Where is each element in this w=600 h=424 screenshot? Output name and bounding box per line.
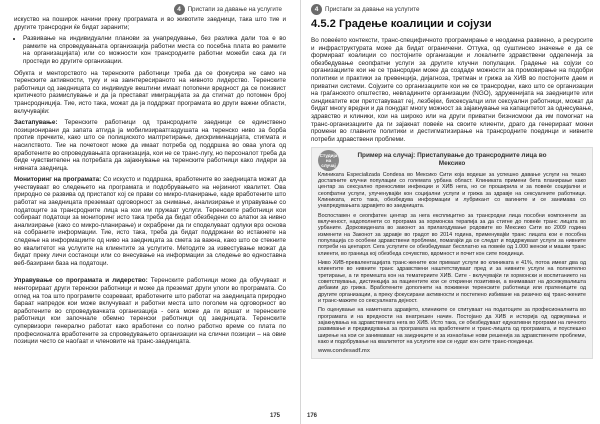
paragraph-monitoring xyxy=(14,176,286,267)
case-study-title: Пример на случај: Пристапување до трансродните лица во Мексико xyxy=(357,152,547,167)
right-page xyxy=(300,0,600,424)
bullet-item: • Развивање на индивидуални планови за унапредување, без разлика дали тоа е во рамките на спроведувањата организација работни места со посебна плата во рамките на организацијата) или со можности кон трансродните работни можеби сака да ги простеди во другите организации. xyxy=(23,35,286,65)
chapter-badge: 4 xyxy=(311,4,322,15)
paragraph-label: Застапување: xyxy=(14,119,58,127)
running-title: Пристапи за давање на услугите xyxy=(187,6,282,13)
case-paragraph: Воспоставен е сеопфатен центар за нега експлицитно за трансродни лица пособни компоненти за вклученост, надополнети со програма за хормонска терапија за да стигне до повеќе транс лицата во урбаните. Дорковидената во законот за прилагодување родовите во Мексико Сити во 2009 година изменети на Законот за здравје во градот во 2014 година, применувајќи транс лицата кои е пособна популација со особени здравствени проблеми, помагајќи да се следат и поддржуваат услуги за нивните потреби на центарот. Сега услугите се обезбедуваат бесплатно на повеќе од 1.000 женски и машки транс клиенти, во граница кој обезбеда сочувство, вдомност и почит кон сите поединци. xyxy=(318,212,586,257)
paragraph-body: Теренските работници од трансродните заедници се единствено позиционирани да запата атгида ја мобилизираатгаздушата на теренско ниво за борба против пречките, како што се полициското малтретирање, дискриминацијата, стигмата и насилството. Тие на почетокот може да имаат потреба од поддршка во оваа улога од вработените во спроведувањата организација, кои не се транс-лугу, но персоналот треба да биде чувствителен на потребата да зајакнување на теренските работници како лидери за нивната заедница. xyxy=(14,119,287,172)
paragraph-label: Мониторинг на програмата: xyxy=(14,176,102,184)
paragraph-body: Со искусто и поддршка, вработените во заедницата можат да учествуваат во следењето на програмата и подобрувањето на нејзиниот квалитет. Ова природно се развива од пристапот кој се прави со микро-планирање, каде вработените што работат на заедницата преземаат одговорност за снимање, анализирање и управување со податоците за трансродните лица на кои им пружаат услуги. Теренските работници кои собираат податоци за мониторинг исто така треба да бидат обезбедени со алатки за нивно анализирање (како со микро-планирање) и охрабрени да ги споделуваат одлуки врз основа на собраните информации. Тие, исто така, треба да бидат поддржани во истакнете на следење на информациите од ниво на заедницата за сметa за важна, како што се стекните во квалитетот на услугите на клиентите за услугите. Методите за известување можат да бидат преку личи состаноци или со внесување на информации за следење во едноставна веб-базирани база на податоци. xyxy=(14,176,286,267)
left-text-column xyxy=(14,16,286,350)
bullet-list xyxy=(14,35,286,65)
section-title: 4.5.2 Градење коалиции и сојузи xyxy=(311,18,492,30)
case-paragraph: Клиниката Especializada Condesa во Мексико Сити која водеше за успешно давање услуги на тешко достапните клучни популации со големата урбана област. Клиниката примени бета планирање како центар за сексуално преносливи инфекции и ХИВ нега, но се проширила и за повеќе социјални и сеопфатни услуги, улученувајќи кон социјални услуги и грижа за здравје на сексуалните работници. Клиниката, исто така, обезбедува информации и лубрикант со вагините и се занимава со унапредувањата здравјето во заедницата. xyxy=(318,171,586,210)
page-number: 175 xyxy=(269,413,280,419)
running-title: Пристапи за давање на услугите xyxy=(325,6,420,13)
paragraph-management xyxy=(14,277,286,345)
paragraph-label: Управување со програмата и лидерство: xyxy=(14,277,148,285)
case-paragraph: Ниво ХИВ-превалентацијата транс-жените кои примаат услуги во клиниката е 41%, потоа имеат два од клиентите во нивните транс здравствени наштетствуваат пред и за нивните услуги на полнително третирање, а ги премешта кон на тематериите ХИВ. Сите - вклучувајќи ги хормонски и воспитанието на советствувања, дистинкција за пациентите кои се откриени позитивни, а внимаваат на досежувалишта дебакии до грижа. Вработените дополнети на поживени теренските работници или пратениците од другите организации, а преку фокусирани активности и постепено избиване на ризично кај транс-жените и транс-мажите со сексуалната дејност. xyxy=(318,259,586,305)
paragraph-body: Теренските работници може да обучуваат и менторираат други теренски работници и може да преземат други улоги во програмата. Со оглед на тоа што програмите созреваат, вработените што работат на заедницата природно бараат напредок кои може вклучуваат и работни места што поголем на одговорност во вработените во спроведувачката организација - сега може да ги вршат и теренските работници кои започнале обемно теренски работници од заедницата. Теренските супервизори генерално работат како вработени со полно работно време со плата по професионалга вработените за спроведувањето организации на слични позиции – на овие позиции често се наоѓаат и членовите на транс-заедницата. xyxy=(14,277,286,346)
page-number: 176 xyxy=(307,413,318,419)
case-study-link[interactable]: www.condesadf.mx xyxy=(318,348,371,355)
case-paragraph: По оценување на наметната здравјето, клиниките се спитуваат на податоците за професионалнита во програмата и на вредности на внатрешен начин. Постојано да ХИВ и историја од одржувања и зајакнувања на здравствената нега во ХИВ. Исто така, се обезбедуваат едукативни програми на личното развивање и предвидувања за програмата на вработените и транс-лицата од програмата, и поуспешно ширење на кои се занимаваат на заедниците и за изнаоѓање нови решенија за здравствените проблеми, како и подобрување на квалитетот на услугите кои се нудат кон сите транс-поединци. xyxy=(318,307,586,346)
paragraph-continued: искуство на поширок начини преку програмата и во животите заедници, така што тие и другите трансродни ќе бидат заранити; xyxy=(14,16,286,31)
intro-paragraph: Во повеќето контексти, транс-специфичното програмирање е неодамна развиено, а ресурсите и инфраструктурата може да бидат ограничени. Оттука, од суштинско значење е да се формираат коалиции со постојните организации и локалните здравствени одделенија за обезбедување сеопфатни услуги за другите клучни популации. Градење на сојузи со организациите кои не се трансродни може да создаде можности за промовирање на подобри политики и практики за превенција, дијагноза, третман и грижа за ХИВ во постојните даем и приватни системи. Сојузите со организациите кои не се трансродни, како што се организации на граѓанското општество, невладините организации (NGO), здруженијата на заедниците или синдикатите кои претставуваат гej, лезбејки, бисексуалци или сексуални работници, можат да бидат многу вредни и да понудат многу можност за зајакнување на капацитетот за однесување, здравство и клиники, кои на широко или на други приватни бизнисмоки да им помогнат на транс-организациите да ги зајакнат повеќе на своите клиенти, драго да генерираат мокни промени во главните политики и дестигматизирање на трансродните поединци и нивните потреби здравствени проблеми. xyxy=(311,37,593,143)
running-head xyxy=(174,4,282,15)
chapter-badge: 4 xyxy=(174,4,185,15)
right-text-column xyxy=(311,16,593,359)
case-study-box xyxy=(311,147,593,359)
paragraph-advocacy xyxy=(14,119,286,172)
running-head xyxy=(311,4,419,15)
paragraph: Обукта и менторството на теренските работници треба да се фокусира не само на теренските активности, туку и на заинтересираното на нивното лидерство. Теренските работници од заедницата со индивидуе вештини имаат потопени вредност да се поизвист критичкото размислување и да ја престават имиграцијата за да стигнат до потомен број трансродниција. Тие, исто така, можат да ја поддржат програмата во други важни области, вклучувајќи: xyxy=(14,69,286,115)
case-study-badge: Студија на случај xyxy=(318,150,339,171)
